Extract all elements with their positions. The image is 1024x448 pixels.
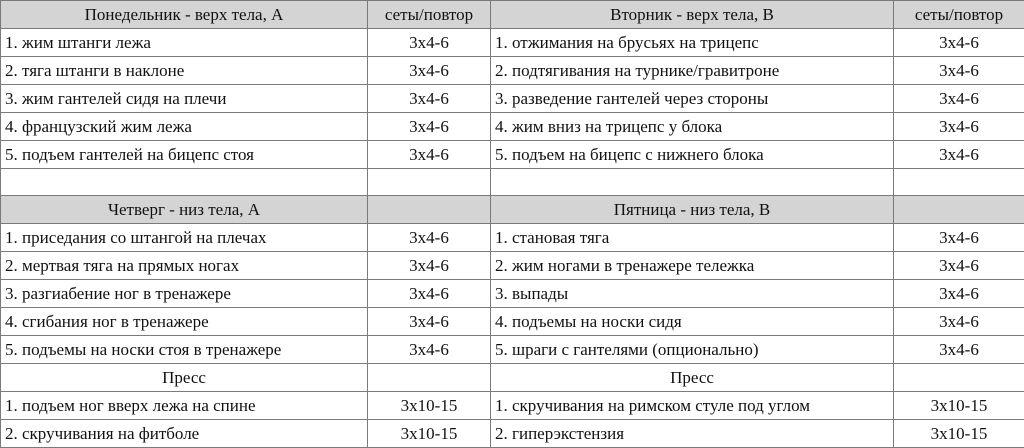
exercise-name: 5. подъемы на носки стоя в тренажере: [1, 336, 368, 364]
sets-reps-header-tuesday: сеты/повтор: [894, 1, 1024, 29]
friday-title: Пятница - низ тела, В: [491, 196, 894, 224]
sets-reps: 3х4-6: [894, 336, 1024, 364]
exercise-name: 1. подъем ног вверх лежа на спине: [1, 392, 368, 420]
sets-reps: 3х4-6: [368, 141, 491, 169]
exercise-name: 1. приседания со штангой на плечах: [1, 224, 368, 252]
header-row-lower: [1, 196, 1024, 224]
exercise-name: 4. французский жим лежа: [1, 113, 368, 141]
exercise-name: 2. жим ногами в тренажере тележка: [491, 252, 894, 280]
exercise-name: 2. мертвая тяга на прямых ногах: [1, 252, 368, 280]
empty-cell: [894, 169, 1024, 196]
spacer-row: [1, 169, 1024, 196]
table-row: [1, 141, 1024, 169]
sets-reps: 3х4-6: [368, 224, 491, 252]
exercise-name: 2. подтягивания на турнике/гравитроне: [491, 57, 894, 85]
table-row: [1, 113, 1024, 141]
sets-reps: 3х10-15: [368, 392, 491, 420]
tuesday-title: Вторник - верх тела, В: [491, 1, 894, 29]
sets-reps: 3х10-15: [894, 420, 1024, 448]
exercise-name: 3. выпады: [491, 280, 894, 308]
press-title-friday: Пресс: [491, 364, 894, 392]
sets-reps: 3х4-6: [368, 252, 491, 280]
sets-reps: 3х4-6: [894, 85, 1024, 113]
table-row: [1, 336, 1024, 364]
sets-reps: 3х4-6: [894, 224, 1024, 252]
exercise-name: 2. тяга штанги в наклоне: [1, 57, 368, 85]
sets-reps: 3х4-6: [368, 113, 491, 141]
empty-header-cell: [894, 196, 1024, 224]
empty-cell: [491, 169, 894, 196]
exercise-name: 3. разгиабение ног в тренажере: [1, 280, 368, 308]
sets-reps: 3х10-15: [894, 392, 1024, 420]
empty-cell: [1, 169, 368, 196]
table-row: [1, 392, 1024, 420]
exercise-name: 1. становая тяга: [491, 224, 894, 252]
table-row: [1, 29, 1024, 57]
sets-reps: 3х4-6: [368, 57, 491, 85]
sets-reps-header-monday: сеты/повтор: [368, 1, 491, 29]
table-row: [1, 280, 1024, 308]
table-row: [1, 224, 1024, 252]
sets-reps: 3х4-6: [368, 29, 491, 57]
exercise-name: 2. скручивания на фитболе: [1, 420, 368, 448]
table-row: [1, 420, 1024, 448]
sets-reps: 3х4-6: [894, 280, 1024, 308]
exercise-name: 1. жим штанги лежа: [1, 29, 368, 57]
empty-header-cell: [368, 196, 491, 224]
sets-reps: 3х4-6: [894, 29, 1024, 57]
sets-reps: 3х10-15: [368, 420, 491, 448]
press-title-thursday: Пресс: [1, 364, 368, 392]
exercise-name: 5. подъем на бицепс с нижнего блока: [491, 141, 894, 169]
exercise-name: 3. разведение гантелей через стороны: [491, 85, 894, 113]
exercise-name: 4. жим вниз на трицепс у блока: [491, 113, 894, 141]
thursday-title: Четверг - низ тела, А: [1, 196, 368, 224]
exercise-name: 5. подъем гантелей на бицепс стоя: [1, 141, 368, 169]
press-header-row: [1, 364, 1024, 392]
empty-cell: [368, 169, 491, 196]
exercise-name: 4. подъемы на носки сидя: [491, 308, 894, 336]
exercise-name: 1. отжимания на брусьях на трицепс: [491, 29, 894, 57]
exercise-name: 2. гиперэкстензия: [491, 420, 894, 448]
empty-cell: [368, 364, 491, 392]
sets-reps: 3х4-6: [368, 336, 491, 364]
sets-reps: 3х4-6: [894, 57, 1024, 85]
sets-reps: 3х4-6: [368, 280, 491, 308]
sets-reps: 3х4-6: [894, 252, 1024, 280]
sets-reps: 3х4-6: [368, 85, 491, 113]
table-row: [1, 252, 1024, 280]
monday-title: Понедельник - верх тела, А: [1, 1, 368, 29]
exercise-name: 5. шраги с гантелями (опционально): [491, 336, 894, 364]
exercise-name: 4. сгибания ног в тренажере: [1, 308, 368, 336]
exercise-name: 1. скручивания на римском стуле под углом: [491, 392, 894, 420]
header-row-upper: [1, 1, 1024, 29]
table-row: [1, 57, 1024, 85]
sets-reps: 3х4-6: [894, 308, 1024, 336]
table-row: [1, 85, 1024, 113]
sets-reps: 3х4-6: [368, 308, 491, 336]
empty-cell: [894, 364, 1024, 392]
table-row: [1, 308, 1024, 336]
exercise-name: 3. жим гантелей сидя на плечи: [1, 85, 368, 113]
sets-reps: 3х4-6: [894, 141, 1024, 169]
sets-reps: 3х4-6: [894, 113, 1024, 141]
